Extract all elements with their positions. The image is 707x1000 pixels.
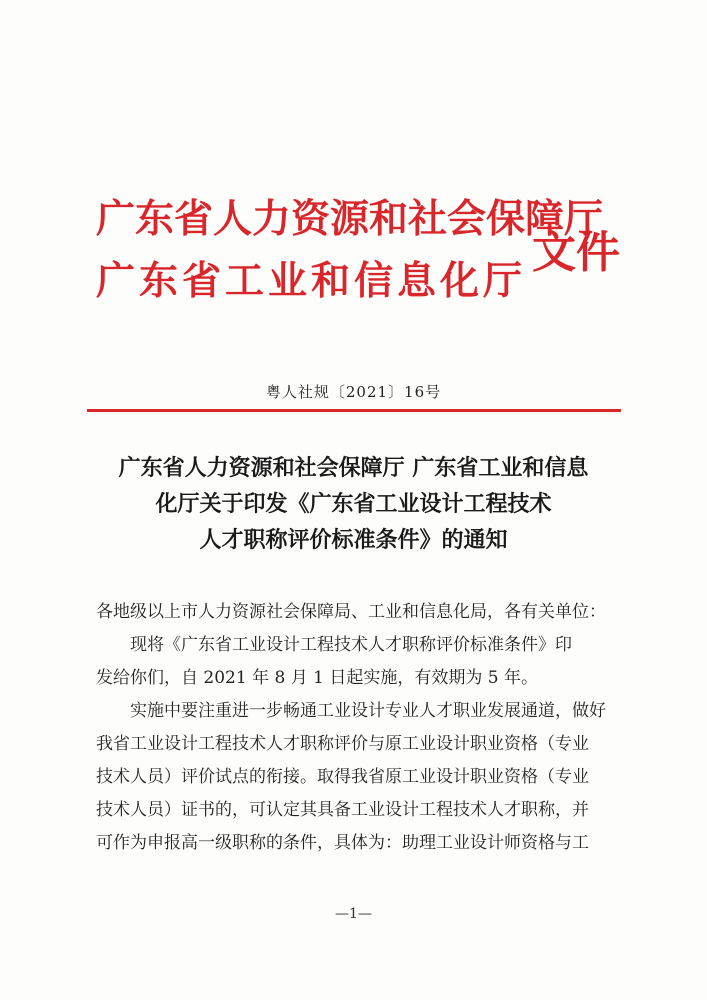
paragraph-2-line-4: 技术人员）证书的，可认定其具备工业设计工程技术人才职称，并 [96,800,589,820]
page-number: —1— [335,906,372,922]
title-line-3: 人才职称评价标准条件》的通知 [199,527,508,553]
paragraph-2-line-1: 实施中要注重进一步畅通工业设计专业人才职业发展通道，做好 [130,701,606,721]
paragraph-2-line-5: 可作为申报高一级职称的条件，具体为：助理工业设计师资格与工 [96,833,589,853]
document-number: 粤人社规〔2021〕16号 [265,383,442,401]
paragraph-1-line-1: 现将《广东省工业设计工程技术人才职称评价标准条件》印 [130,635,572,655]
paragraph-2-line-2: 我省工业设计工程技术人才职称评价与原工业设计职业资格（专业 [96,734,589,754]
title-line-2: 化厅关于印发《广东省工业设计工程技术 [155,491,552,517]
paragraph-2-line-3: 技术人员）评价试点的衔接。取得我省原工业设计职业资格（专业 [96,767,589,787]
document-header [96,188,620,328]
red-divider-line [87,409,621,412]
salutation: 各地级以上市人力资源社会保障局、工业和信息化局，各有关单位： [96,602,606,622]
document-body [96,596,621,860]
document-title [0,450,707,558]
paragraph-1-line-2: 发给你们，自 2021 年 8 月 1 日起实施，有效期为 5 年。 [96,668,538,688]
title-line-1: 广东省人力资源和社会保障厅 广东省工业和信息 [118,455,589,481]
issuer-line-1: 广东省人力资源和社会保障厅 [96,196,604,242]
document-type-label: 文件 [532,227,620,278]
issuer-line-2: 广东省工业和信息化厅 [96,258,527,304]
